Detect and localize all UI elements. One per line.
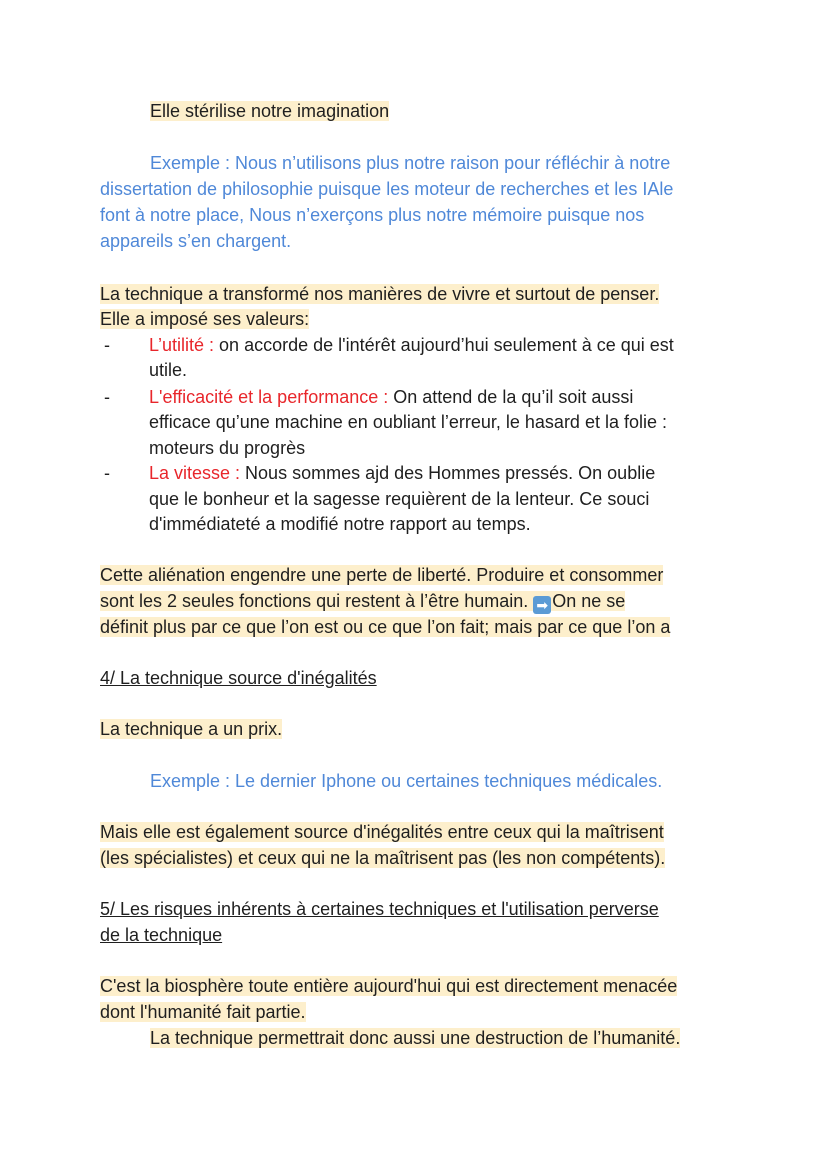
list-item: L'efficacité et la performance : On attend de la qu’il soit aussi <box>149 387 634 407</box>
bullet-marker: - <box>104 387 110 407</box>
arrow-right-icon: ➡ <box>533 596 551 614</box>
price-statement: La technique a un prix. <box>100 719 283 739</box>
bullet-marker: - <box>104 335 110 355</box>
list-item: La vitesse : Nous sommes ajd des Hommes pressés. On oublie <box>149 463 656 483</box>
list-item: L’utilité : on accorde de l'intérêt aujourd’hui seulement à ce qui est <box>149 335 674 355</box>
section-heading-4: 4/ La technique source d'inégalités <box>100 668 377 688</box>
example-paragraph-2: Exemple : Le dernier Iphone ou certaines techniques médicales. <box>150 771 663 791</box>
statement-imagination: Elle stérilise notre imagination <box>150 101 390 121</box>
bullet-marker: - <box>104 463 110 483</box>
